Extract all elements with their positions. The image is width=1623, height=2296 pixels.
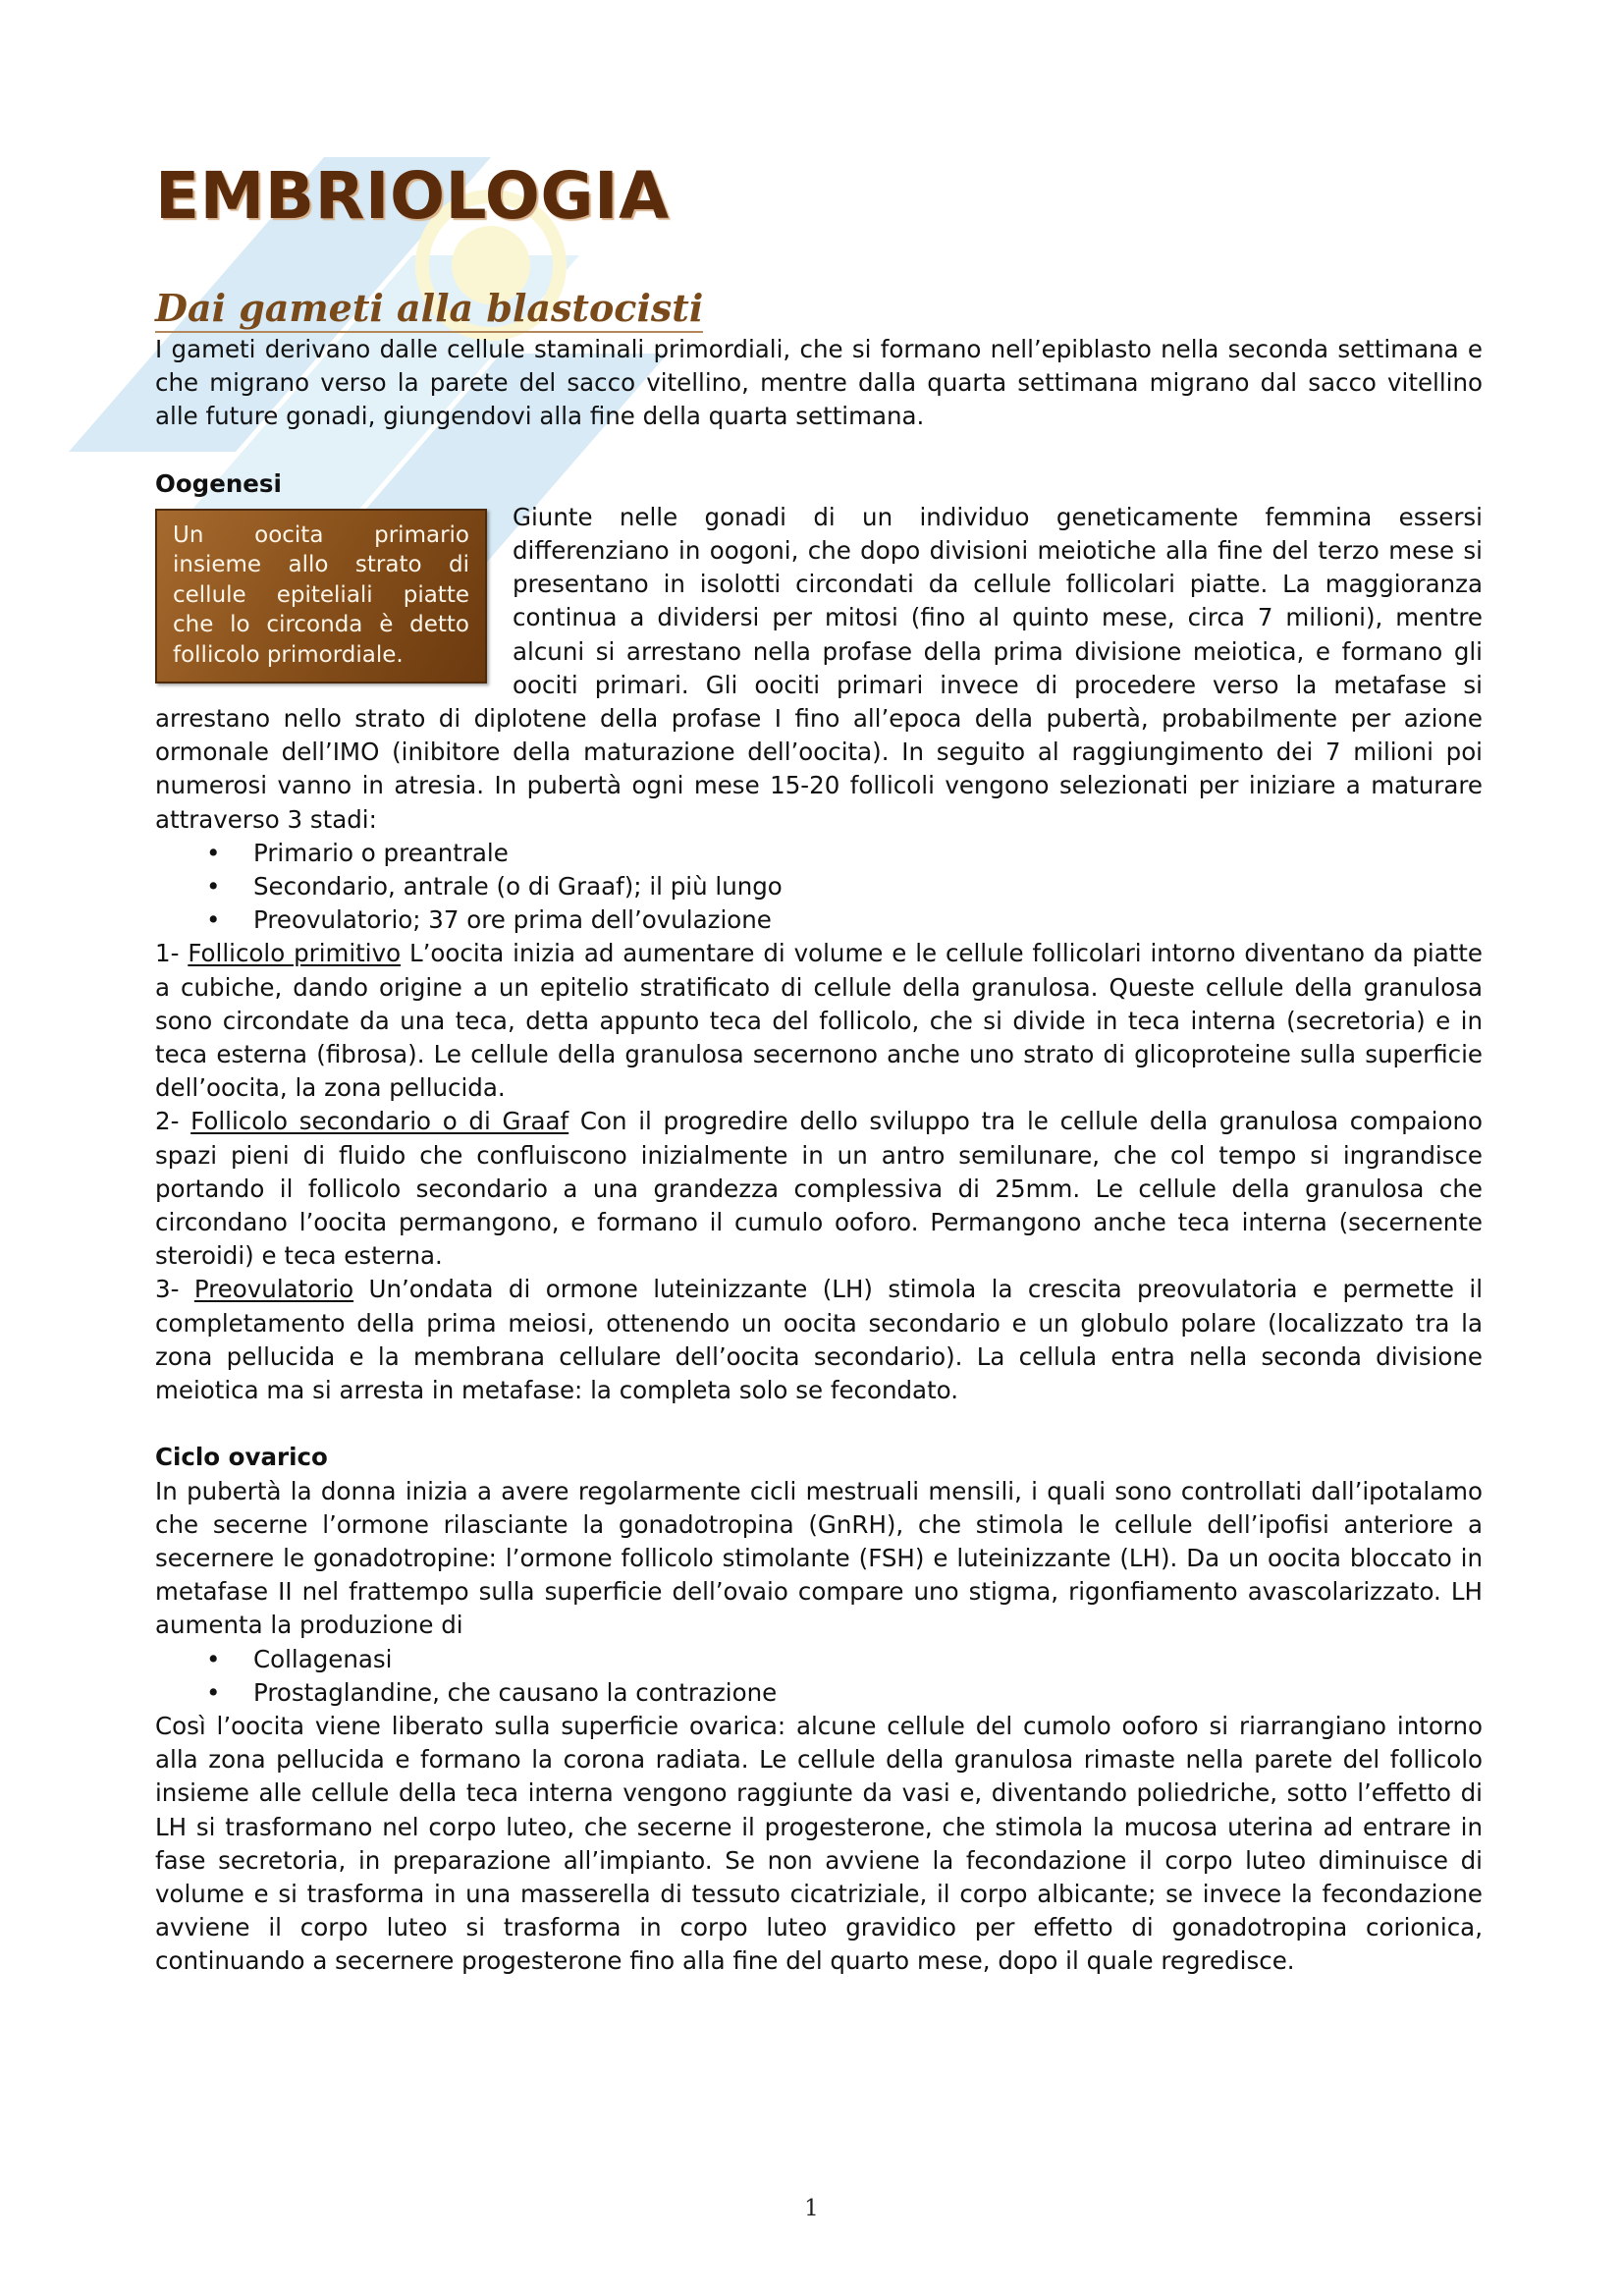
list-item: • Primario o preantrale xyxy=(253,837,1483,870)
item-preovulatorio: 3- Preovulatorio Un’ondata di ormone luteinizzante (LH) stimola la crescita preovulatoria e permette il completamento della prima meiosi, ottenendo un oocita secondario e un globulo polare (localizzato tra la zona pellucida e la membrana cellulare dell’oocita secondario). La cellula entra nella seconda divisione meiotica ma si arresta in metafase: la completa solo se fecondato. xyxy=(155,1275,1483,1405)
list-item: • Preovulatorio; 37 ore prima dell’ovulazione xyxy=(253,903,1483,937)
page-number: 1 xyxy=(804,2196,819,2221)
enzymes-list xyxy=(155,1643,1483,1710)
document-title: EMBRIOLOGIA xyxy=(155,158,670,234)
callout-box: Un oocita primario insieme allo strato di cellule epiteliali piatte che lo circonda è detto follicolo primordiale. xyxy=(155,509,487,684)
heading-oogenesi: Oogenesi xyxy=(155,468,282,498)
stages-list xyxy=(155,837,1483,938)
term-follicolo-secondario: Follicolo secondario o di Graaf xyxy=(190,1107,569,1136)
item-follicolo-primitivo: 1- Follicolo primitivo L’oocita inizia ad aumentare di volume e le cellule follicolari intorno diventano da piatte a cubiche, dando origine a un epitelio stratificato di cellule della granulosa. Queste cellule della granulosa sono circondate da una teca, detta appunto teca del follicolo, che si divide in teca interna (secretoria) e in teca esterna (fibrosa). Le cellule della granulosa secernono anche uno strato di glicoproteine sulla superficie dell’oocita, la zona pellucida. xyxy=(155,939,1483,1103)
list-item: • Prostaglandine, che causano la contrazione xyxy=(253,1676,1483,1710)
oogenesi-paragraph: Giunte nelle gonadi di un individuo geneticamente femmina essersi differenziano in oogoni, che dopo divisioni meiotiche alla fine del terzo mese si presentano in isolotti circondati da cellule follicolari piatte. La maggioranza continua a dividersi per mitosi (fino al quinto mese, circa 7 milioni), mentre alcuni si arrestano nella profase della prima divisione meiotica, e formano gli oociti primari. Gli oociti primari invece di procedere verso la metafase si arrestano nello strato di diplotene della profase I fino all’epoca della pubertà, probabilmente per azione ormonale dell’IMO (inibitore della maturazione dell’oocita). In seguito al raggiungimento dei 7 milioni poi numerosi vanno in atresia. In pubertà ogni mese 15-20 follicoli vengono selezionati per iniziare a maturare attraverso 3 stadi: xyxy=(155,502,1483,834)
term-preovulatorio: Preovulatorio xyxy=(193,1275,354,1304)
ciclo-paragraph: In pubertà la donna inizia a avere regolarmente cicli mestruali mensili, i quali sono controllati dall’ipotalamo che secerne l’ormone rilasciante la gonadotropina (GnRH), che stimola le cellule dell’ipofisi anteriore a secernere le gonadotropine: l’ormone follicolo stimolante (FSH) e luteinizzante (LH). Da un oocita bloccato in metafase II nel frattempo sulla superficie dell’ovaio compare uno stigma, rigonfiamento avascolarizzato. LH aumenta la produzione di xyxy=(155,1476,1483,1640)
item-follicolo-secondario: 2- Follicolo secondario o di Graaf Con il progredire dello sviluppo tra le cellule della granulosa compaiono spazi pieni di fluido che confluiscono inizialmente in un antro semilunare, che col tempo si ingrandisce portando il follicolo secondario a una grandezza complessiva di 25mm. Le cellule della granulosa che circondano l’oocita permangono, e formano il cumulo ooforo. Permangono anche teca interna (secernente steroidi) e teca esterna. xyxy=(155,1107,1484,1271)
heading-ciclo-ovarico: Ciclo ovarico xyxy=(155,1443,328,1472)
section-title-gameti: Dai gameti alla blastocisti xyxy=(155,287,703,333)
list-item: • Secondario, antrale (o di Graaf); il più lungo xyxy=(253,870,1483,903)
list-item: • Collagenasi xyxy=(253,1643,1483,1676)
intro-paragraph: I gameti derivano dalle cellule staminali primordiali, che si formano nell’epiblasto nella seconda settimana e che migrano verso la parete del sacco vitellino, mentre dalla quarta settimana migrano dal sacco vitellino alle future gonadi, giungendovi alla fine della quarta settimana. xyxy=(155,335,1483,431)
document-body xyxy=(155,157,1483,1979)
term-follicolo-primitivo: Follicolo primitivo xyxy=(188,939,402,968)
ciclo-paragraph-2: Così l’oocita viene liberato sulla superficie ovarica: alcune cellule del cumolo ooforo si riarrangiano intorno alla zona pellucida e formano la corona radiata. Le cellule della granulosa rimaste nella parete del follicolo insieme alle cellule della teca interna vengono raggiunte da vasi e, diventando poliedriche, sotto l’effetto di LH si trasformano nel corpo luteo, che secerne il progesterone, che stimola la mucosa uterina ad entrare in fase secretoria, in preparazione all’impianto. Se non avviene la fecondazione il corpo luteo diminuisce di volume e si trasforma in una masserella di tessuto cicatriziale, il corpo albicante; se invece la fecondazione avviene il corpo luteo si trasforma in corpo luteo gravidico per effetto di gonadotropina corionica, continuando a secernere progesterone fino alla fine del quarto mese, dopo il quale regredisce. xyxy=(155,1711,1483,1976)
